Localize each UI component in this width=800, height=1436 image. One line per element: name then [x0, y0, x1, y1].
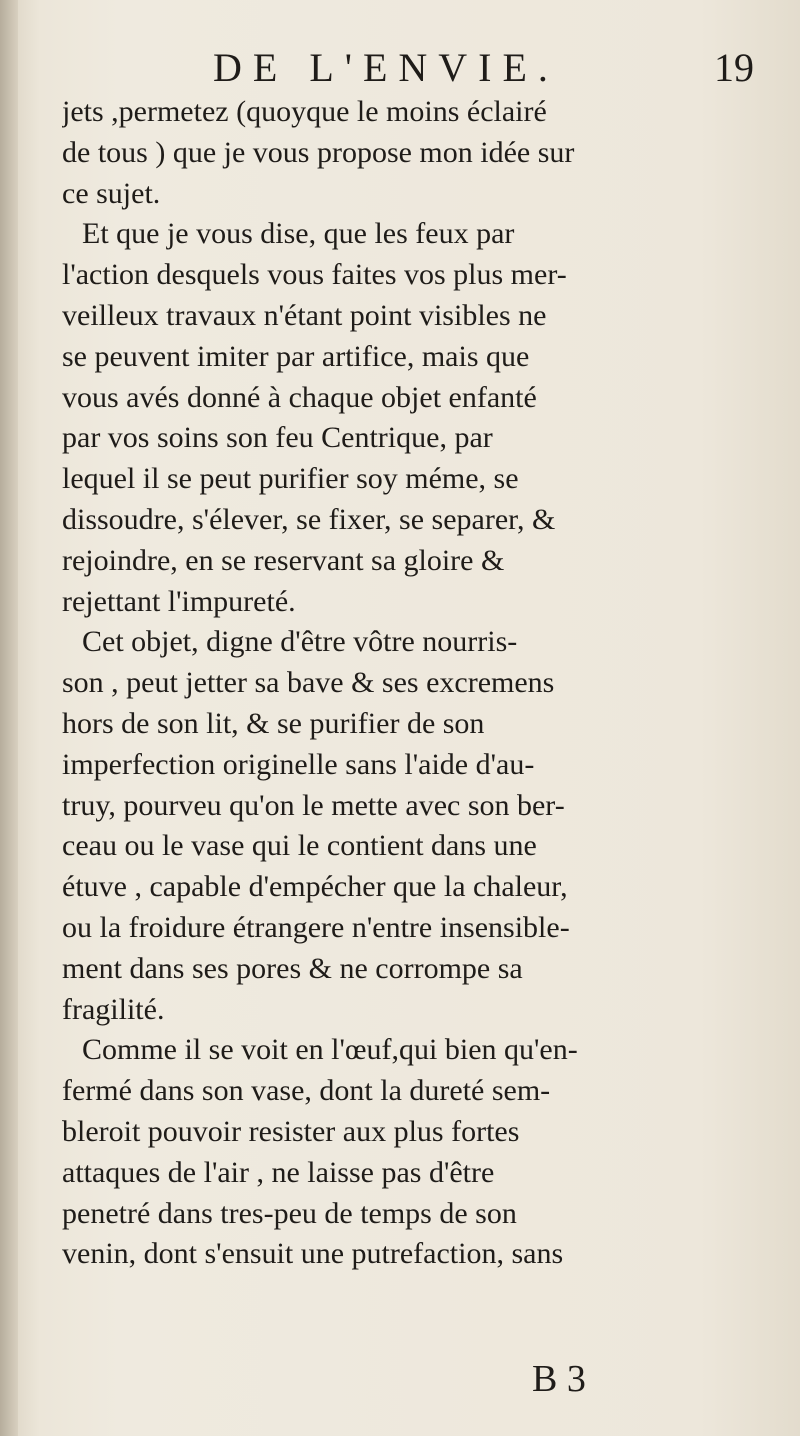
running-head-title: DE L'ENVIE. [213, 45, 559, 90]
text-line: se peuvent imiter par artifice, mais que [62, 339, 530, 373]
text-line: truy, pourveu qu'on le mette avec son ber- [62, 788, 565, 822]
paragraph-start-line: Comme il se voit en l'œuf,qui bien qu'en- [82, 1033, 578, 1067]
text-line: par vos soins son feu Centrique, par [62, 421, 493, 455]
text-line: rejoindre, en se reservant sa gloire & [62, 543, 505, 577]
body-text [62, 92, 782, 1275]
text-line: l'action desquels vous faites vos plus mer- [62, 258, 567, 292]
text-line: de tous ) que je vous propose mon idée sur [62, 135, 575, 169]
signature-mark: B 3 [532, 1358, 586, 1400]
text-line: imperfection originelle sans l'aide d'au- [62, 747, 535, 781]
text-line: lequel il se peut purifier soy méme, se [62, 462, 519, 496]
text-line: ce sujet. [62, 176, 161, 210]
text-line: étuve , capable d'empécher que la chaleur, [62, 870, 568, 904]
text-line: hors de son lit, & se purifier de son [62, 706, 485, 740]
text-line: ceau ou le vase qui le contient dans une [62, 829, 537, 863]
paragraph-start-line: Et que je vous dise, que les feux par [82, 217, 515, 251]
text-line: rejettant l'impureté. [62, 584, 296, 618]
page-number: 19 [714, 45, 754, 90]
text-line: ou la froidure étrangere n'entre insensible- [62, 910, 570, 944]
text-line: jets ,permetez (quoyque le moins éclairé [62, 95, 547, 128]
page-binding-edge [0, 0, 18, 1436]
text-line: attaques de l'air , ne laisse pas d'être [62, 1155, 495, 1189]
text-line: fermé dans son vase, dont la dureté sem- [62, 1074, 551, 1108]
paragraph-start-line: Cet objet, digne d'être vôtre nourris- [82, 625, 518, 659]
text-line: ment dans ses pores & ne corrompe sa [62, 951, 523, 985]
text-line: bleroit pouvoir resister aux plus fortes [62, 1114, 520, 1148]
text-line: vous avés donné à chaque objet enfanté [62, 380, 537, 414]
text-line: fragilité. [62, 992, 165, 1026]
text-line: veilleux travaux n'étant point visibles ne [62, 298, 547, 332]
text-line: son , peut jetter sa bave & ses excremens [62, 666, 555, 700]
text-line: penetré dans tres-peu de temps de son [62, 1196, 517, 1230]
text-line: venin, dont s'ensuit une putrefaction, sans [62, 1237, 564, 1271]
text-line: dissoudre, s'élever, se fixer, se separer, & [62, 502, 556, 536]
